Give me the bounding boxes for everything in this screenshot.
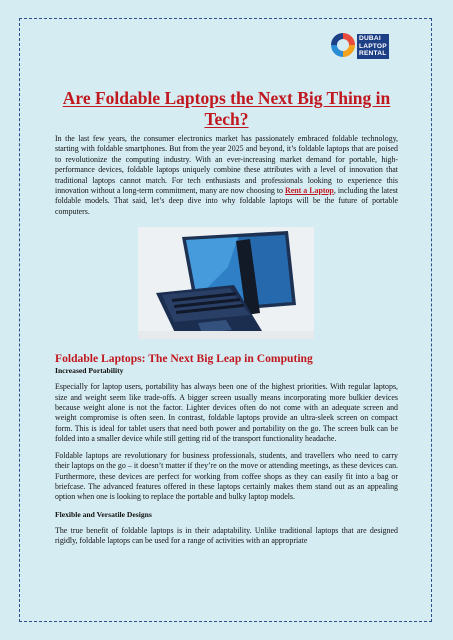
intro-paragraph: In the last few years, the consumer electronics market has passionately embraced foldable technology, starting with foldable smartphones. But from the year 2025 and beyond, it’s foldable laptops that are poised to revolutionize the computing industry. With an ever-increasing market demand for portable, high-performance devices, foldable laptops uniquely combine these attributes with a level of innovation that traditional laptops cannot match. For tech enthusiasts and professionals looking to experience this innovation without a long-term commitment, many are now choosing to Rent a Laptop, including the latest foldable models. That said, let’s deep dive into why foldable laptops will be the future of portable computers.: [55, 134, 398, 216]
paragraph-adaptability: The true benefit of foldable laptops is in their adaptability. Unlike traditional laptops that are designed rigidly, foldable laptops can be used for a range of activities with an appropriate: [55, 525, 398, 546]
dubai-laptop-rental-logo: [331, 33, 393, 61]
paragraph-professionals: Foldable laptops are revolutionary for business professionals, students, and travellers who need to carry their laptops on the go – it doesn’t matter if they’re on the move or attending meetings, as these devices can. Furthermore, these devices are perfect for working from coffee shops as they can easily fit into a bag or briefcase. The advanced features offered in these laptops certainly makes them stand out as an appealing option when one is looking to replace the portable and bulky laptop models.: [55, 450, 398, 502]
article: [55, 88, 398, 547]
section-heading: Foldable Laptops: The Next Big Leap in Computing: [55, 352, 313, 366]
rent-a-laptop-link[interactable]: Rent a Laptop: [285, 186, 334, 196]
paragraph-portability: Especially for laptop users, portability has always been one of the highest priorities. With regular laptops, size and weight seem like trade-offs. A bigger screen usually means incorporating more bulkier devices because weight alone is not the factor. Lighter devices often do not come with an adequate screen and weight compromise is often seen. In contrast, foldable laptops provide an ultra-sleek screen on compact form. This is ideal for tablet users that need both power and portability on the go. The screen bulk can be folded into a smaller device while still getting rid of the transport functionality headache.: [55, 382, 398, 444]
subheading-flexible-designs: Flexible and Versatile Designs: [55, 509, 152, 519]
logo-globe-icon: [331, 33, 355, 57]
article-title: Are Foldable Laptops the Next Big Thing in Tech?: [62, 88, 391, 129]
foldable-laptop-illustration: [138, 227, 314, 339]
foldable-laptop-photo: [138, 227, 314, 339]
subheading-portability: Increased Portability: [55, 366, 124, 376]
logo-text: DUBAI LAPTOP RENTAL: [359, 35, 387, 58]
